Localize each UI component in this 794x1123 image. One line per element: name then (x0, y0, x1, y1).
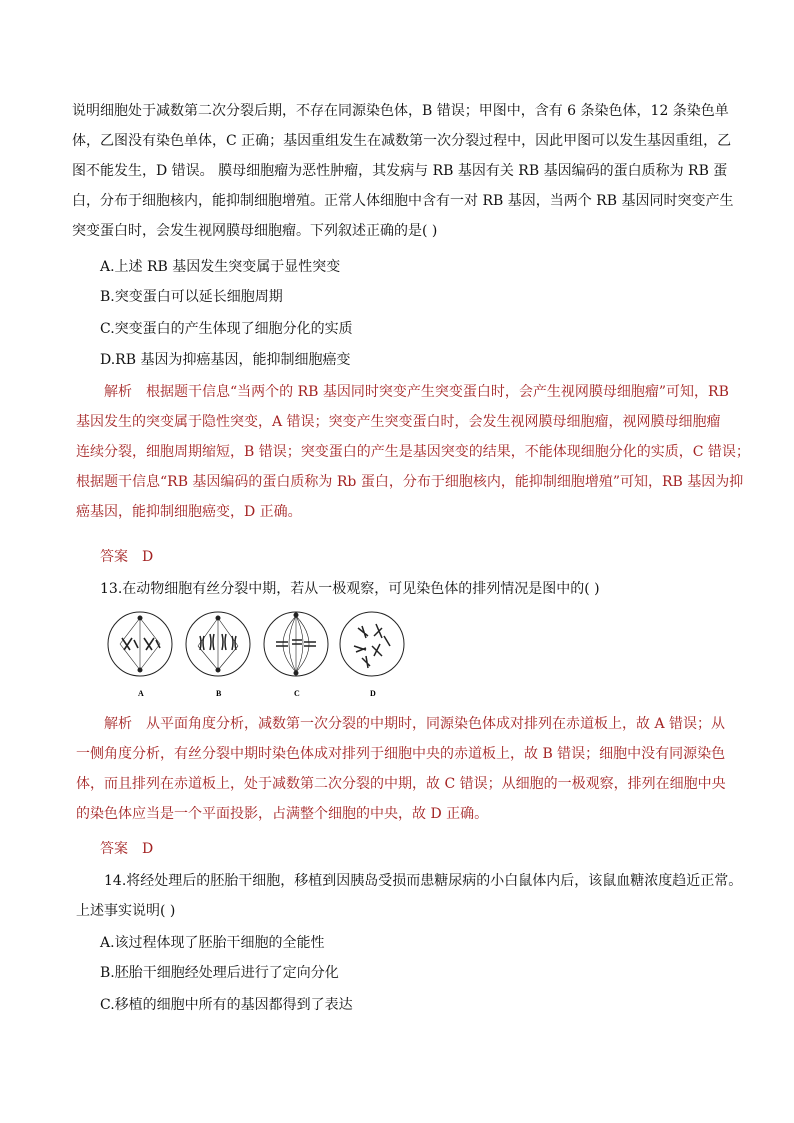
q12-analysis (76, 377, 750, 527)
answer-value: D (142, 841, 154, 857)
q14-stem (76, 866, 743, 926)
q12-option-c: C.突变蛋白的产生体现了细胞分化的实质 (100, 321, 353, 337)
cell-a-diagram (108, 612, 172, 676)
figure-label-b: B (216, 689, 222, 698)
analysis-line: 的染色体应当是一个平面投影，占满整个细胞的中央，故 D 正确。 (76, 806, 489, 822)
figure-label-c: C (294, 689, 300, 698)
cell-c-diagram (264, 612, 328, 676)
intro-line: 白，分布于细胞核内，能抑制细胞增殖。正常人体细胞中含有一对 RB 基因，当两个 RB 基因同时突变产生 (72, 193, 734, 209)
q12-option-a: A.上述 RB 基因发生突变属于显性突变 (100, 259, 341, 275)
q13-stem: 13.在动物细胞有丝分裂中期，若从一极观察，可见染色体的排列情况是图中的( ) (100, 581, 600, 597)
intro-line: 体，乙图没有染色单体，C 正确；基因重组发生在减数第一次分裂过程中，因此甲图可以发生基因重组，乙 (72, 133, 732, 149)
intro-line: 突变蛋白时，会发生视网膜母细胞瘤。下列叙述正确的是( ) (72, 223, 438, 239)
intro-line: 说明细胞处于减数第二次分裂后期，不存在同源染色体，B 错误；甲图中，含有 6 条染色体，12 条染色单 (72, 103, 729, 119)
q13-answer (100, 834, 153, 864)
cell-division-figure (100, 606, 410, 700)
q12-option-d: D.RB 基因为抑癌基因，能抑制细胞癌变 (100, 352, 351, 368)
q12-answer (100, 542, 153, 572)
figure-label-a: A (138, 689, 144, 698)
analysis-line: 解析 从平面角度分析，减数第一次分裂的中期时，同源染色体成对排列在赤道板上，故 A 错误；从 (104, 716, 726, 732)
intro-paragraph (72, 96, 734, 246)
stem-line: 14.将经处理后的胚胎干细胞，移植到因胰岛受损而患糖尿病的小白鼠体内后，该鼠血糖浓度趋近正常。 (104, 873, 743, 889)
analysis-line: 解析 根据题干信息“当两个的 RB 基因同时突变产生突变蛋白时，会产生视网膜母细胞瘤”可知，RB (104, 384, 729, 400)
q14-option-c: C.移植的细胞中所有的基因都得到了表达 (100, 997, 353, 1013)
q12-option-b: B.突变蛋白可以延长细胞周期 (100, 289, 283, 305)
intro-line: 图不能发生，D 错误。 膜母细胞瘤为恶性肿瘤，其发病与 RB 基因有关 RB 基因编码的蛋白质称为 RB 蛋 (72, 163, 728, 179)
cell-b-diagram (186, 612, 250, 676)
q14-option-b: B.胚胎干细胞经处理后进行了定向分化 (100, 965, 339, 981)
analysis-line: 体，而且排列在赤道板上，处于减数第二次分裂的中期，故 C 错误；从细胞的一极观察，排列在细胞中央 (76, 776, 726, 792)
answer-label: 答案 (100, 841, 128, 857)
answer-label: 答案 (100, 549, 128, 565)
stem-line: 上述事实说明( ) (76, 903, 176, 919)
figure-label-d: D (370, 689, 376, 698)
analysis-line: 癌基因，能抑制细胞癌变，D 正确。 (76, 504, 302, 520)
q14-option-a: A.该过程体现了胚胎干细胞的全能性 (100, 935, 325, 951)
analysis-line: 连续分裂，细胞周期缩短，B 错误；突变蛋白的产生是基因突变的结果，不能体现细胞分化的实质，C 错误； (76, 444, 750, 460)
answer-value: D (142, 549, 154, 565)
analysis-line: 根据题干信息“RB 基因编码的蛋白质称为 Rb 蛋白，分布于细胞核内，能抑制细胞增殖”可知，RB 基因为抑 (76, 474, 744, 490)
analysis-line: 基因发生的突变属于隐性突变，A 错误；突变产生突变蛋白时，会发生视网膜母细胞瘤，视网膜母细胞瘤 (76, 414, 721, 430)
cell-d-diagram (340, 612, 404, 676)
analysis-line: 一侧角度分析，有丝分裂中期时染色体成对排列于细胞中央的赤道板上，故 B 错误；细胞中没有同源染色 (76, 746, 726, 762)
q13-analysis (76, 709, 726, 829)
